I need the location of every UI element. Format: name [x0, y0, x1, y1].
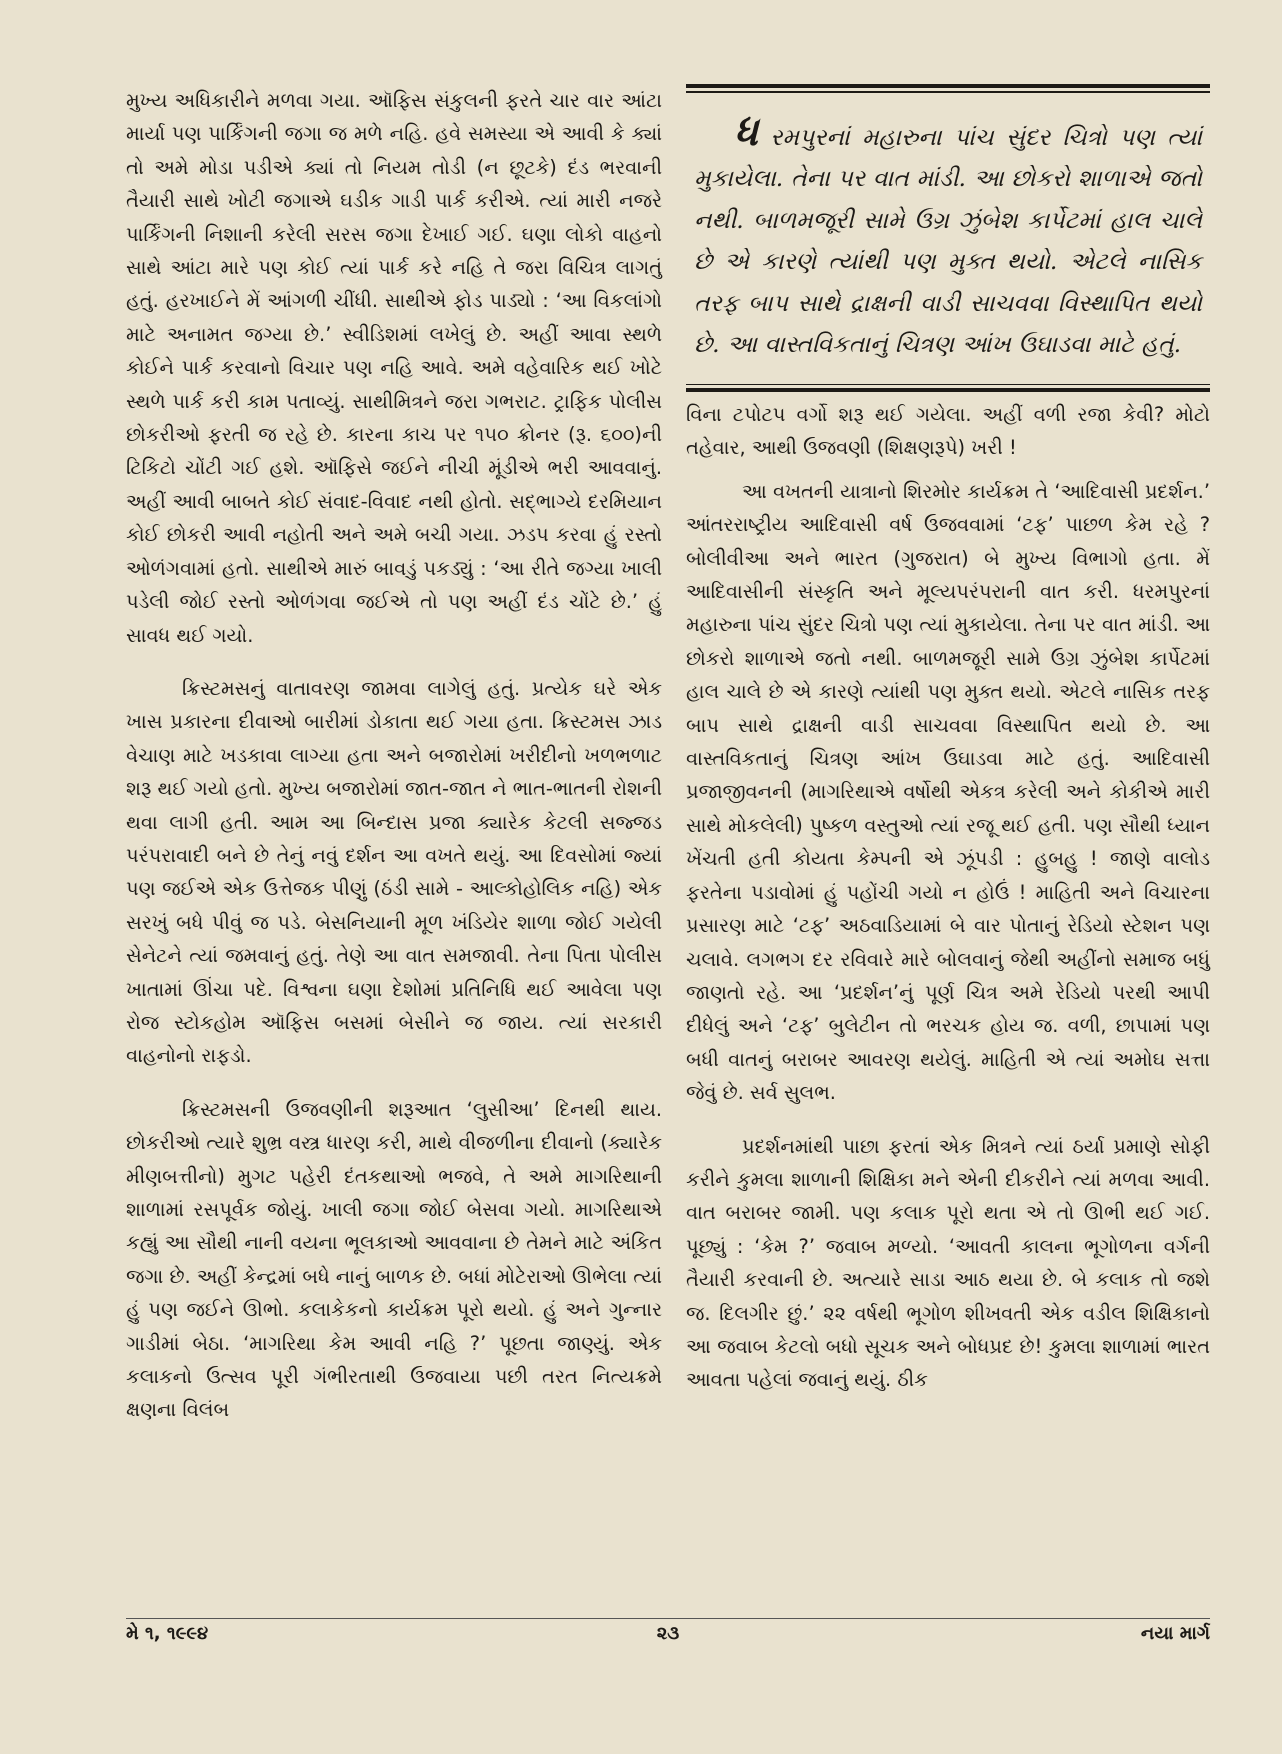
magazine-name: નયા માર્ગ	[1140, 1623, 1210, 1644]
pull-quote-text: રમપુરનાં મહારુના પાંચ સુંદર ચિત્રો પણ ત્યાં મુકાયેલા. તેના પર વાત માંડી. આ છોકરો શાળાએ જતો નથી. બાળમજૂરી સામે ઉગ્ર ઝુંબેશ કાર્પેટમાં હાલ ચાલે છે એ કારણે ત્યાંથી પણ મુક્ત થયો. એટલે નાસિક તરફ બાપ સાથે દ્રાક્ષની વાડી સાચવવા વિસ્થાપિત થયો છે. આ વાસ્તવિકતાનું ચિત્રણ આંખ ઉઘાડવા માટે હતું.	[694, 122, 1202, 358]
pull-quote-box	[686, 84, 1210, 392]
top-rule-thin	[686, 91, 1210, 93]
paragraph: આ વખતની યાત્રાનો શિરમોર કાર્યક્રમ તે ‘આદિવાસી પ્રદર્શન.’ આંતરરાષ્ટ્રીય આદિવાસી વર્ષ ઉજવવામાં ‘ટફ’ પાછળ કેમ રહે ? બોલીવીઆ અને ભારત (ગુજરાત) બે મુખ્ય વિભાગો હતા. મેં આદિવાસીની સંસ્કૃતિ અને મૂલ્યપરંપરાની વાત કરી. ધરમપુરનાં મહારુના પાંચ સુંદર ચિત્રો પણ ત્યાં મુકાયેલા. તેના પર વાત માંડી. આ છોકરો શાળાએ જતો નથી. બાળમજૂરી સામે ઉગ્ર ઝુંબેશ કાર્પેટમાં હાલ ચાલે છે એ કારણે ત્યાંથી પણ મુક્ત થયો. એટલે નાસિક તરફ બાપ સાથે દ્રાક્ષની વાડી સાચવવા વિસ્થાપિત થયો છે. આ વાસ્તવિકતાનું ચિત્રણ આંખ ઉઘાડવા માટે હતું. આદિવાસી પ્રજાજીવનની (માગરિથાએ વર્ષોથી એકત્ર કરેલી અને કોકીએ મારી સાથે મોકલેલી) પુષ્કળ વસ્તુઓ ત્યાં રજૂ થઈ હતી. પણ સૌથી ધ્યાન ખેંચતી હતી કોયતા કેમ્પની એ ઝૂંપડી : હુબહુ ! જાણે વાલોડ ફરતેના પડાવોમાં હું પહોંચી ગયો ન હોઉં ! માહિતી અને વિચારના પ્રસારણ માટે ‘ટફ’ અઠવાડિયામાં બે વાર પોતાનું રેડિયો સ્ટેશન પણ ચલાવે. લગભગ દર રવિવારે મારે બોલવાનું જેથી અહીંનો સમાજ બધું જાણતો રહે. આ ‘પ્રદર્શન’નું પૂર્ણ ચિત્ર અમે રેડિયો પરથી આપી દીધેલું અને ‘ટફ’ બુલેટીન તો ભરચક હોય જ. વળી, છાપામાં પણ બધી વાતનું બરાબર આવરણ થયેલું. માહિતી એ ત્યાં અમોઘ સત્તા જેવું છે. સર્વ સુલભ.	[686, 479, 1210, 1105]
paragraph: મુખ્ય અધિકારીને મળવા ગયા. ઑફિસ સંકુલની ફરતે ચાર વાર આંટા માર્યા પણ પાર્કિંગની જગા જ મળે નહિ. હવે સમસ્યા એ આવી કે ક્યાં તો અમે મોડા પડીએ ક્યાં તો નિયમ તોડી (ન છૂટકે) દંડ ભરવાની તૈયારી સાથે ખોટી જગાએ ઘડીક ગાડી પાર્ક કરીએ. ત્યાં મારી નજરે પાર્કિંગની નિશાની કરેલી સરસ જગા દેખાઈ ગઈ. ઘણા લોકો વાહનો સાથે આંટા મારે પણ કોઈ ત્યાં પાર્ક કરે નહિ તે જરા વિચિત્ર લાગતું હતું. હરખાઈને મેં આંગળી ચીંધી. સાથીએ ફોડ પાડ્યો : ‘આ વિકલાંગો માટે અનામત જગ્યા છે.’ સ્વીડિશમાં લખેલું છે. અહીં આવા સ્થળે કોઈને પાર્ક કરવાનો વિચાર પણ નહિ આવે. અમે વહેવારિક થઈ ખોટે સ્થળે પાર્ક કરી કામ પતાવ્યું. સાથીમિત્રને જરા ગભરાટ. ટ્રાફિક પોલીસ છોકરીઓ ફરતી જ રહે છે. કારના કાચ પર ૧૫૦ ક્રોનર (રૂ. ૬૦૦)ની ટિકિટો ચોંટી ગઈ હશે. ઑફિસે જઈને નીચી મૂંડીએ ભરી આવવાનું. અહીં આવી બાબતે કોઈ સંવાદ-વિવાદ નથી હોતો. સદ્ભાગ્યે દરમિયાન કોઈ છોકરી આવી નહોતી અને અમે બચી ગયા. ઝડપ કરવા હું રસ્તો ઓળંગવામાં હતો. સાથીએ મારું બાવડું પકડ્યું : ‘આ રીતે જગ્યા ખાલી પડેલી જોઈ રસ્તો ઓળંગવા જઈએ તો પણ અહીં દંડ ચોંટે છે.’ હું સાવધ થઈ ગયો.	[126, 89, 662, 647]
paragraph: ક્રિસ્ટમસનું વાતાવરણ જામવા લાગેલું હતું. પ્રત્યેક ઘરે એક ખાસ પ્રકારના દીવાઓ બારીમાં ડોકાતા થઈ ગયા હતા. ક્રિસ્ટમસ ઝાડ વેચાણ માટે ખડકાવા લાગ્યા હતા અને બજારોમાં ખરીદીનો ખળભળાટ શરૂ થઈ ગયો હતો. મુખ્ય બજારોમાં જાત-જાત ને ભાત-ભાતની રોશની થવા લાગી હતી. આમ આ બિન્દાસ પ્રજા ક્યારેક કેટલી સજ્જડ પરંપરાવાદી બને છે તેનું નવું દર્શન આ વખતે થયું. આ દિવસોમાં જ્યાં પણ જઈએ એક ઉત્તેજક પીણું (ઠંડી સામે - આલ્કોહોલિક નહિ) એક સરખું બધે પીવું જ પડે. બેસનિયાની મૂળ ખંડિયેર શાળા જોઈ ગયેલી સેનેટને ત્યાં જમવાનું હતું. તેણે આ વાત સમજાવી. તેના પિતા પોલીસ ખાતામાં ઊંચા પદે. વિશ્વના ઘણા દેશોમાં પ્રતિનિધિ થઈ આવેલા પણ રોજ સ્ટોકહોમ ઑફિસ બસમાં બેસીને જ જાય. ત્યાં સરકારી વાહનોનો રાફડો.	[126, 676, 662, 1068]
paragraph: વિના ટપોટપ વર્ગો શરૂ થઈ ગયેલા. અહીં વળી રજા કેવી? મોટો તહેવાર, આથી ઉજવણી (શિક્ષણરૂપે) ખરી !	[686, 403, 1210, 460]
issue-date: મે ૧, ૧૯૯૪	[126, 1623, 209, 1644]
paragraph: પ્રદર્શનમાંથી પાછા ફરતાં એક મિત્રને ત્યાં ઠર્યા પ્રમાણે સોફી કરીને કુમલા શાળાની શિક્ષિકા મને એની દીકરીને ત્યાં મળવા આવી. વાત બરાબર જામી. પણ કલાક પૂરો થતા એ તો ઊભી થઈ ગઈ. પૂછ્યું : ‘કેમ ?’ જવાબ મળ્યો. ‘આવતી કાલના ભૂગોળના વર્ગની તૈયારી કરવાની છે. અત્યારે સાડા આઠ થયા છે. બે કલાક તો જશે જ. દિલગીર છું.’ ૨૨ વર્ષથી ભૂગોળ શીખવતી એક વડીલ શિક્ષિકાનો આ જવાબ કેટલો બધો સૂચક અને બોધપ્રદ છે! કુમલા શાળામાં ભારત આવતા પહેલાં જવાનું થયું. ઠીક	[686, 1134, 1210, 1392]
drop-cap: ધ	[734, 107, 758, 155]
top-rule-thick	[686, 84, 1210, 88]
paragraph: ક્રિસ્ટમસની ઉજવણીની શરૂઆત ‘લુસીઆ’ દિનથી થાય. છોકરીઓ ત્યારે શુભ્ર વસ્ત્ર ધારણ કરી, માથે વીજળીના દીવાનો (ક્યારેક મીણબત્તીનો) મુગટ પહેરી દંતકથાઓ ભજવે, તે અમે માગરિથાની શાળામાં રસપૂર્વક જોયું. ખાલી જગા જોઈ બેસવા ગયો. માગરિથાએ કહ્યું આ સૌથી નાની વયના ભૂલકાઓ આવવાના છે તેમને માટે અંકિત જગા છે. અહીં કેન્દ્રમાં બધે નાનું બાળક છે. બધાં મોટેરાઓ ઊભેલા ત્યાં હું પણ જઈને ઊભો. કલાકેકનો કાર્યક્રમ પૂરો થયો. હું અને ગુન્નાર ગાડીમાં બેઠા. ‘માગરિથા કેમ આવી નહિ ?’ પૂછતા જાણ્યું. એક કલાકનો ઉત્સવ પૂરી ગંભીરતાથી ઉજવાયા પછી તરત નિત્યક્રમે ક્ષણના વિલંબ	[126, 1097, 662, 1422]
bottom-rule-thin	[686, 384, 1210, 386]
page-number: ૨૩	[656, 1623, 680, 1644]
page-footer	[126, 1623, 1210, 1653]
left-column	[126, 84, 662, 1427]
right-column	[686, 84, 1210, 1397]
footer-rule	[126, 1618, 1210, 1619]
pull-quote	[694, 107, 1202, 366]
